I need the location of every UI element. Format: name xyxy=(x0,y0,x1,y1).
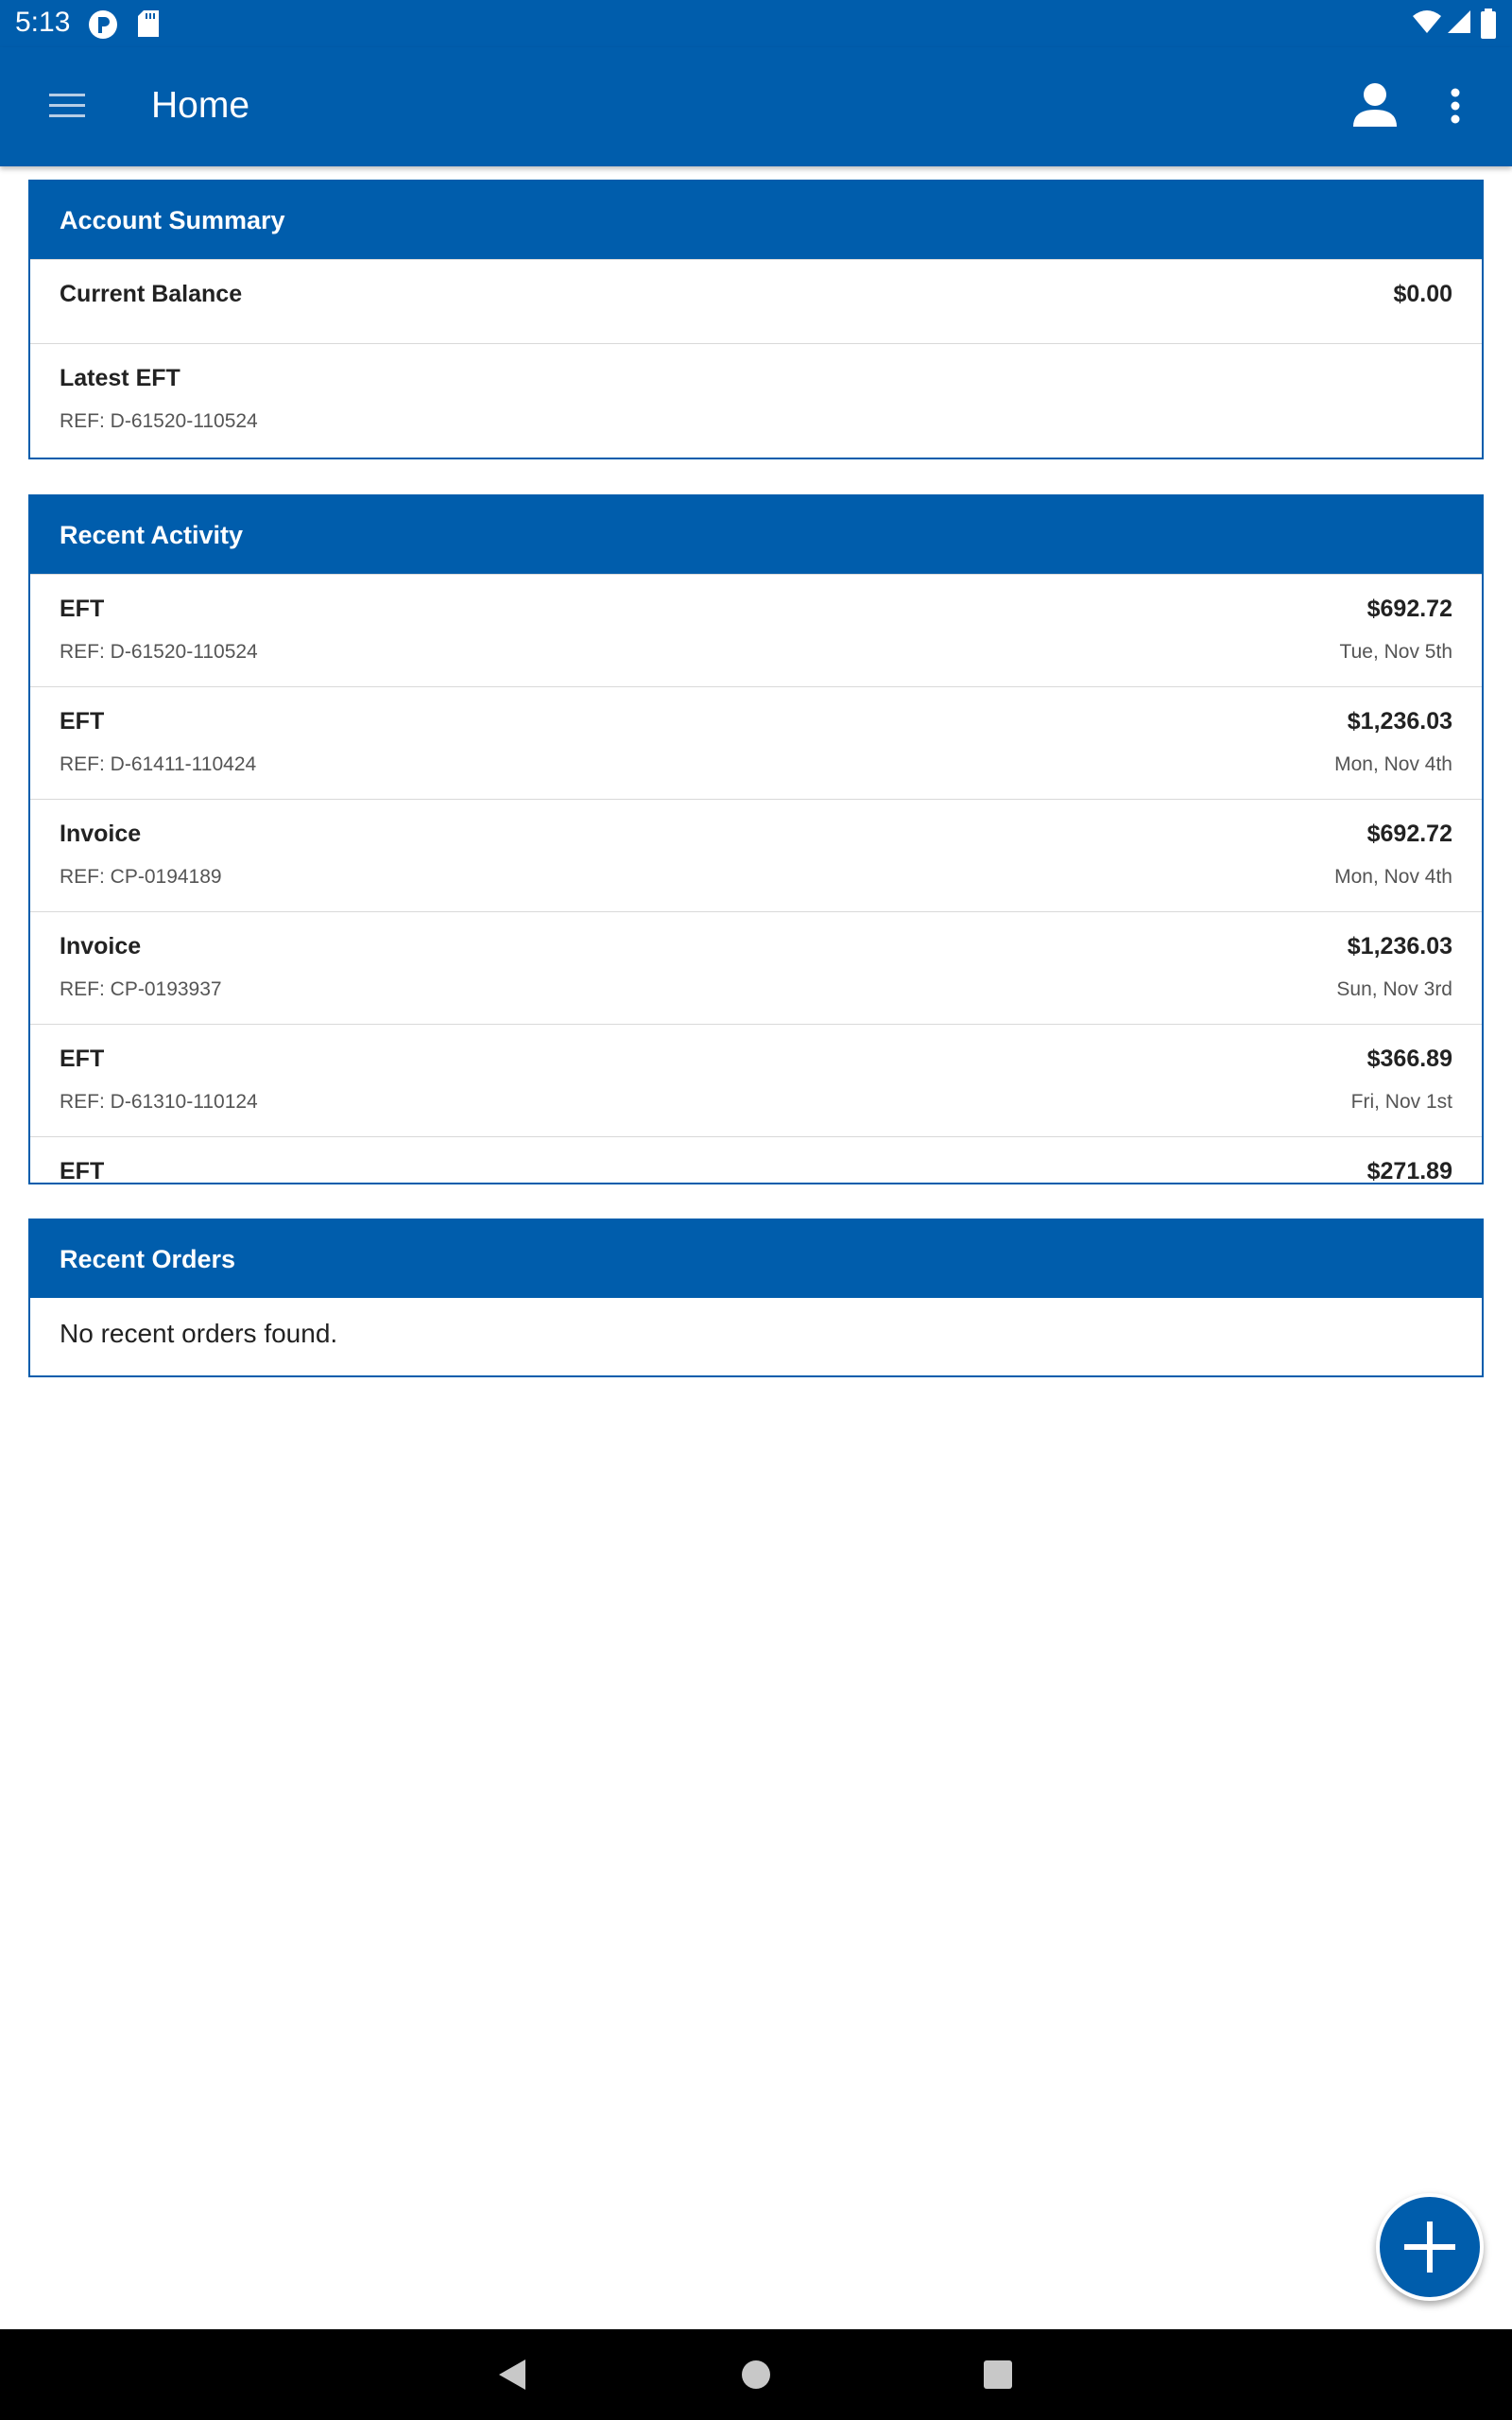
plus-icon xyxy=(1380,2197,1480,2297)
activity-type: EFT xyxy=(60,1158,105,1184)
activity-type: Invoice xyxy=(60,821,142,847)
activity-type: EFT xyxy=(60,1046,105,1072)
activity-ref: REF: CP-0193937 xyxy=(60,978,222,1000)
list-item[interactable] xyxy=(30,1024,1482,1136)
app-bar xyxy=(0,47,1512,166)
latest-eft-row[interactable] xyxy=(30,343,1482,456)
cell-signal-icon xyxy=(1446,9,1472,35)
list-item[interactable] xyxy=(30,574,1482,686)
add-fab-button[interactable] xyxy=(1376,2193,1484,2301)
current-balance-label: Current Balance xyxy=(60,281,243,307)
activity-amount: $692.72 xyxy=(1366,821,1452,847)
activity-date: Mon, Nov 4th xyxy=(1334,866,1452,888)
activity-type: EFT xyxy=(60,708,105,735)
current-balance-value: $0.00 xyxy=(1393,281,1452,307)
recent-activity-card xyxy=(28,494,1484,1184)
hamburger-menu-icon xyxy=(47,85,89,127)
page-title: Home xyxy=(151,85,250,126)
account-summary-card xyxy=(28,180,1484,459)
activity-type: EFT xyxy=(60,596,105,622)
menu-button[interactable] xyxy=(47,85,89,127)
list-item[interactable] xyxy=(30,799,1482,911)
home-circle-icon xyxy=(737,2356,775,2394)
home-button[interactable] xyxy=(737,2356,775,2394)
notification-app-icon xyxy=(87,9,119,41)
activity-ref: REF: D-61310-110124 xyxy=(60,1091,258,1113)
status-time: 5:13 xyxy=(15,7,71,38)
activity-amount: $692.72 xyxy=(1366,596,1452,622)
activity-date: Sun, Nov 3rd xyxy=(1336,978,1452,1000)
recent-activity-header: Recent Activity xyxy=(30,496,1482,574)
list-item[interactable] xyxy=(30,911,1482,1024)
activity-ref: REF: D-61520-110524 xyxy=(60,641,258,663)
recents-square-icon xyxy=(979,2356,1017,2394)
activity-ref: REF: CP-0194189 xyxy=(60,866,222,888)
more-vert-icon xyxy=(1436,81,1474,130)
back-triangle-icon xyxy=(493,2356,531,2394)
wifi-icon xyxy=(1412,9,1442,35)
activity-ref: REF: D-61411-110424 xyxy=(60,753,257,775)
activity-amount: $1,236.03 xyxy=(1347,708,1452,735)
overflow-menu-button[interactable] xyxy=(1436,81,1474,130)
account-button[interactable] xyxy=(1351,81,1399,130)
list-item[interactable] xyxy=(30,1136,1482,1184)
activity-amount: $366.89 xyxy=(1366,1046,1452,1072)
empty-orders-message: No recent orders found. xyxy=(60,1319,338,1348)
person-icon xyxy=(1351,81,1399,130)
activity-type: Invoice xyxy=(60,933,142,959)
recent-orders-card xyxy=(28,1219,1484,1377)
activity-date: Fri, Nov 1st xyxy=(1350,1091,1452,1113)
account-summary-header: Account Summary xyxy=(30,182,1482,259)
battery-icon xyxy=(1480,9,1497,39)
list-item[interactable] xyxy=(30,686,1482,799)
activity-amount: $1,236.03 xyxy=(1347,933,1452,959)
activity-date: Mon, Nov 4th xyxy=(1334,753,1452,775)
activity-amount: $271.89 xyxy=(1366,1158,1452,1184)
status-bar xyxy=(0,0,1512,47)
activity-date: Tue, Nov 5th xyxy=(1339,641,1452,663)
sd-card-icon xyxy=(136,9,161,39)
latest-eft-label: Latest EFT xyxy=(60,365,180,391)
recent-orders-header: Recent Orders xyxy=(30,1220,1482,1298)
back-button[interactable] xyxy=(493,2356,531,2394)
current-balance-row[interactable] xyxy=(30,259,1482,343)
system-nav-bar xyxy=(0,2329,1512,2420)
recents-button[interactable] xyxy=(979,2356,1017,2394)
latest-eft-ref: REF: D-61520-110524 xyxy=(60,410,258,432)
